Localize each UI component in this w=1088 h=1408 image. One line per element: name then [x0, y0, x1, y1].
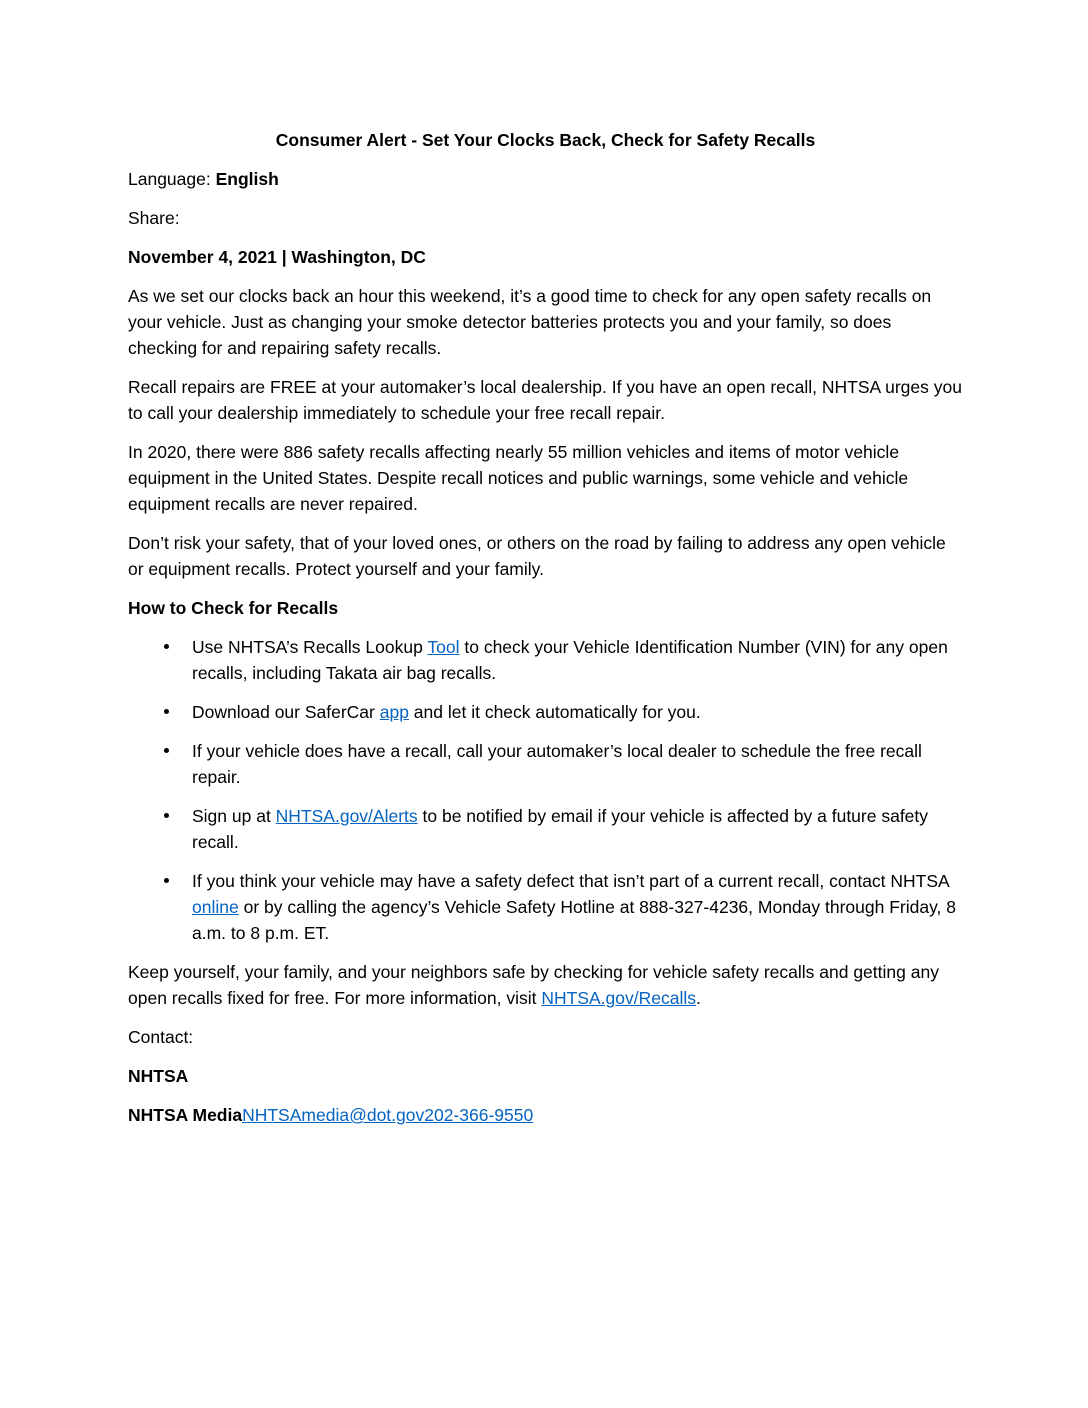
- share-label: Share:: [128, 208, 180, 228]
- closing-text: Keep yourself, your family, and your neighbors safe by checking for vehicle safety recalls and getting any open recalls fixed for free. For more information, visit: [128, 962, 939, 1008]
- dateline: November 4, 2021 | Washington, DC: [128, 247, 426, 267]
- how-to-heading: How to Check for Recalls: [128, 598, 339, 618]
- list-item-text: or by calling the agency’s Vehicle Safety Hotline at 888-327-4236, Monday through Friday, 8 a.m. to 8 p.m. ET.: [192, 897, 957, 943]
- media-contact-line: [128, 1102, 963, 1128]
- bullet-icon: [160, 634, 172, 660]
- bullet-icon: [160, 699, 172, 725]
- recall-steps-list: [128, 634, 963, 946]
- nhtsa-alerts-link[interactable]: NHTSA.gov/Alerts: [275, 806, 418, 826]
- body-paragraph-3: In 2020, there were 886 safety recalls affecting nearly 55 million vehicles and items of motor vehicle equipment in the United States. Despite recall notices and public warnings, some vehicle and vehicle equipment recalls are never repaired.: [128, 442, 909, 514]
- safercar-app-link[interactable]: app: [379, 702, 409, 722]
- document-title: Consumer Alert - Set Your Clocks Back, Check for Safety Recalls: [275, 130, 816, 150]
- list-item-text: If you think your vehicle may have a safety defect that isn’t part of a current recall, contact NHTSA: [192, 871, 949, 891]
- body-paragraph-4: Don’t risk your safety, that of your loved ones, or others on the road by failing to address any open vehicle or equipment recalls. Protect yourself and your family.: [128, 533, 946, 579]
- list-item-text: Sign up at: [192, 806, 276, 826]
- body-paragraph-2: Recall repairs are FREE at your automaker’s local dealership. If you have an open recall, NHTSA urges you to call your dealership immediately to schedule your free recall repair.: [128, 377, 962, 423]
- list-item-text: to be notified by email if your vehicle is affected by a future safety recall.: [192, 806, 929, 852]
- media-email-link[interactable]: NHTSAmedia@dot.gov202-366-9550: [242, 1105, 534, 1125]
- contact-org: NHTSA: [128, 1066, 189, 1086]
- list-item: [128, 738, 963, 790]
- language-value: English: [215, 169, 279, 189]
- list-item-text: to check your Vehicle Identification Number (VIN) for any open recalls, including Takata air bag recalls.: [192, 637, 948, 683]
- closing-paragraph: [128, 959, 963, 1011]
- list-item: [128, 803, 963, 855]
- list-item: [128, 868, 963, 946]
- report-online-link[interactable]: online: [192, 897, 239, 917]
- bullet-icon: [160, 868, 172, 894]
- list-item: [128, 634, 963, 686]
- list-item-text: and let it check automatically for you.: [408, 702, 701, 722]
- document-page: [128, 127, 963, 1141]
- bullet-icon: [160, 803, 172, 829]
- media-label: NHTSA Media: [128, 1105, 243, 1125]
- list-item-text: Download our SaferCar: [192, 702, 380, 722]
- bullet-icon: [160, 738, 172, 764]
- nhtsa-recalls-link[interactable]: NHTSA.gov/Recalls: [541, 988, 696, 1008]
- list-item: [128, 699, 963, 725]
- closing-text-end: .: [696, 988, 701, 1008]
- list-item-text: If your vehicle does have a recall, call your automaker’s local dealer to schedule the free recall repair.: [192, 741, 922, 787]
- body-paragraph-1: As we set our clocks back an hour this weekend, it’s a good time to check for any open safety recalls on your vehicle. Just as changing your smoke detector batteries protects you and your family, so does checking for and repairing safety recalls.: [128, 286, 932, 358]
- contact-label: Contact:: [128, 1027, 194, 1047]
- list-item-text: Use NHTSA’s Recalls Lookup: [192, 637, 428, 657]
- recalls-lookup-tool-link[interactable]: Tool: [427, 637, 460, 657]
- language-line: [128, 166, 963, 192]
- language-label: Language:: [128, 169, 216, 189]
